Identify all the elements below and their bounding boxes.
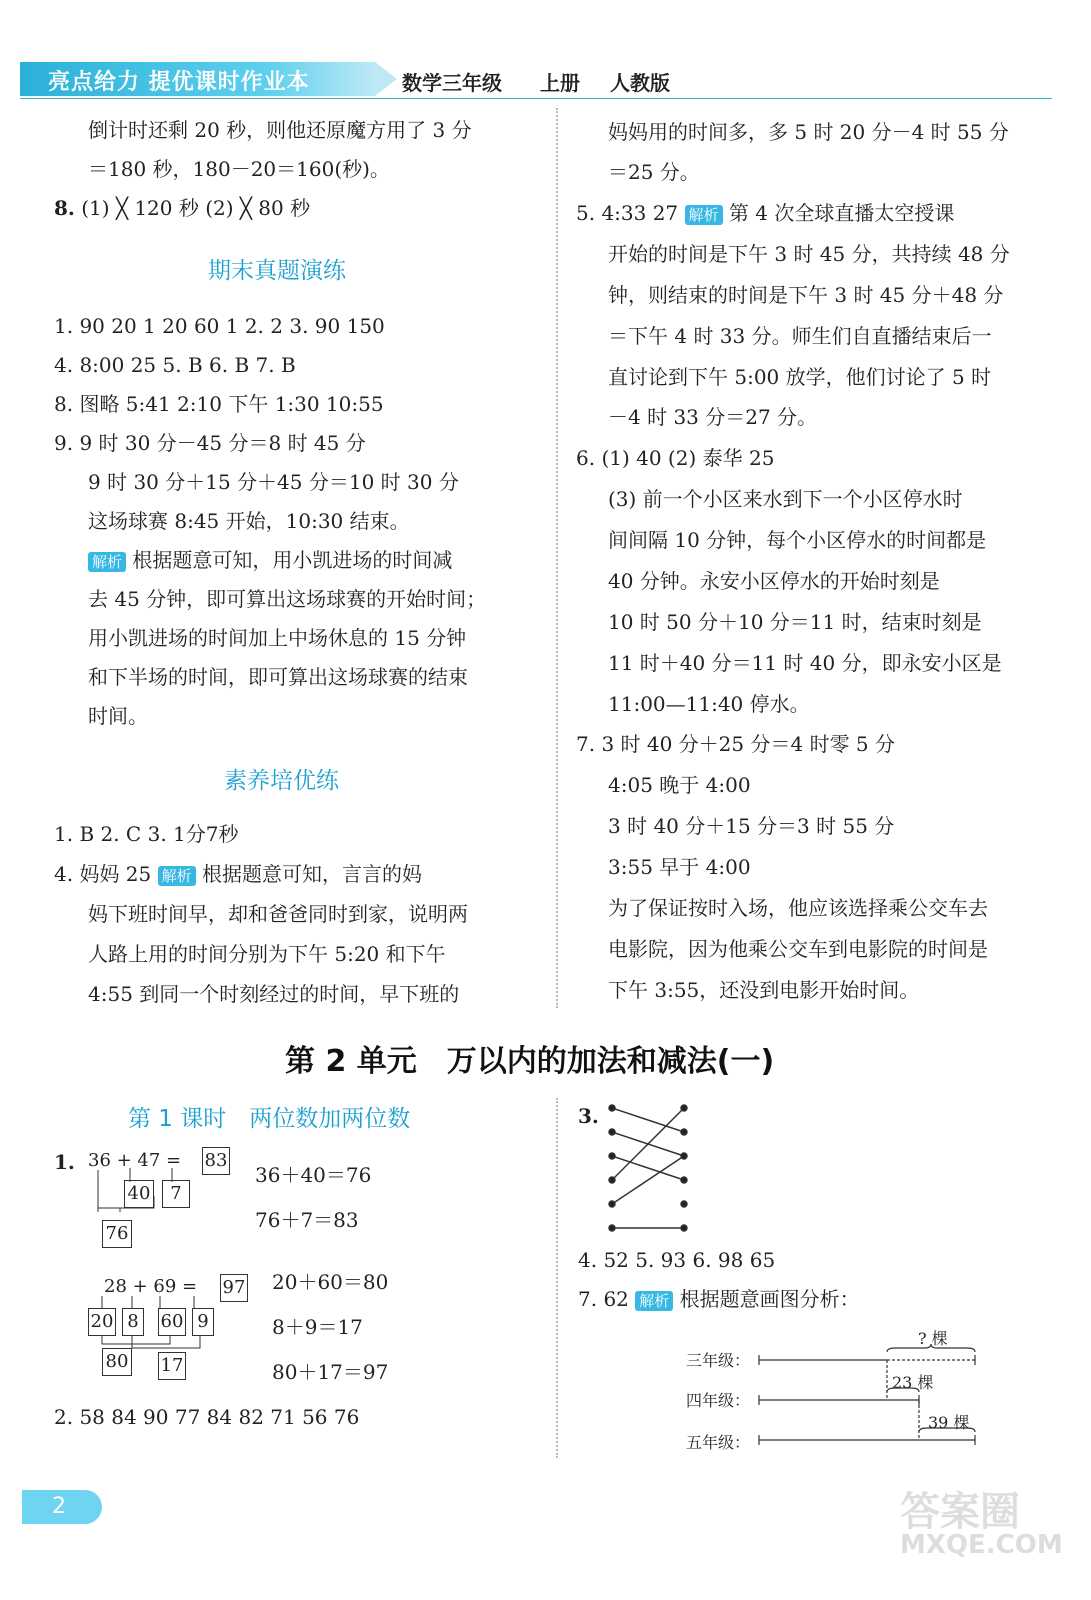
answer-line: 4. 妈妈 25 解析 根据题意可知，言言的妈 [54,862,422,886]
edition-label: 人教版 [610,71,670,95]
answer-line: 下午 3:55，还没到电影开始时间。 [608,978,920,1002]
answer-line: 妈妈用的时间多，多 5 时 20 分－4 时 55 分 [608,120,1009,144]
analysis-line: ＝下午 4 时 33 分。师生们自直播结束后一 [608,324,992,348]
page-number: 2 [52,1494,66,1519]
analysis-line: 妈下班时间早，却和爸爸同时到家，说明两 [88,902,468,926]
analysis-line: 去 45 分钟，即可算出这场球赛的开始时间； [88,587,487,611]
subject-label: 数学三年级 [402,71,502,95]
column-divider-bottom [556,1098,558,1458]
calc-line: 8＋9＝17 [272,1315,363,1339]
split-box: 20 [88,1308,116,1336]
answer-line: 倒计时还剩 20 秒，则他还原魔方用了 3 分 [88,118,472,142]
question-number: 1. [54,1150,75,1174]
watermark-url: MXQE.COM [900,1530,1063,1560]
equation: 36 + 47 = [88,1150,182,1171]
sum-box: 76 [102,1220,132,1248]
section-heading: 素养培优练 [224,768,339,794]
matching-lines [600,1100,700,1235]
volume-label: 上册 [540,71,580,95]
answer-line: 4. 52 5. 93 6. 98 65 [578,1248,776,1272]
analysis-line: 解析 根据题意可知，用小凯进场的时间减 [88,548,452,572]
answer-line: 间间隔 10 分钟，每个小区停水的时间都是 [608,528,987,552]
split-box: 9 [192,1308,214,1336]
analysis-tag: 解析 [635,1291,673,1311]
analysis-line: 和下半场的时间，即可算出这场球赛的结束 [88,665,468,689]
calc-line: 36＋40＝76 [255,1163,372,1187]
answer-line: ＝180 秒，180－20＝160(秒)。 [88,157,390,181]
analysis-line: 时间。 [88,704,148,728]
analysis-line: 钟，则结束的时间是下午 3 时 45 分＋48 分 [608,283,1004,307]
grade-label: 五年级： [686,1433,751,1452]
answer-line: 4:05 晚于 4:00 [608,773,751,797]
answer-line: 8. 图略 5:41 2:10 下午 1:30 10:55 [54,392,384,416]
answer-line: 6. (1) 40 (2) 泰华 25 [576,446,775,470]
lesson-title: 第 1 课时 两位数加两位数 [128,1106,411,1132]
answer-line: 2. 58 84 90 77 84 82 71 56 76 [54,1405,360,1429]
bar-diagram [755,1340,985,1450]
answer-line: ＝25 分。 [608,160,700,184]
analysis-tag: 解析 [88,552,126,572]
answer-box: 83 [202,1147,230,1175]
calc-line: 80＋17＝97 [272,1360,389,1384]
difference-label: 23 棵 [892,1373,934,1392]
split-box: 8 [122,1308,144,1336]
calc-line: 76＋7＝83 [255,1208,359,1232]
split-lines [90,1168,210,1228]
analysis-tag: 解析 [158,866,196,886]
answer-line: 这场球赛 8:45 开始，10:30 结束。 [88,509,410,533]
section-heading: 期末真题演练 [208,258,346,284]
answer-box: 97 [220,1274,248,1302]
answer-line: 11:00—11:40 停水。 [608,692,810,716]
column-divider-top [556,108,558,1008]
analysis-line: 4:55 到同一个时刻经过的时间，早下班的 [88,982,460,1006]
watermark-logo: 答案圈 [900,1489,1020,1535]
answer-line: 11 时＋40 分＝11 时 40 分，即永安小区是 [608,651,1002,675]
answer-line: 8. (1) ╳ 120 秒 (2) ╳ 80 秒 [54,196,311,220]
unit-title: 第 2 单元 万以内的加法和减法(一) [285,1044,775,1079]
book-title: 亮点给力 提优课时作业本 [48,70,310,95]
answer-line: 3 时 40 分＋15 分＝3 时 55 分 [608,814,895,838]
answer-line: 4. 8:00 25 5. B 6. B 7. B [54,353,296,377]
answer-line: 5. 4:33 27 解析 第 4 次全球直播太空授课 [576,201,955,225]
calc-line: 20＋60＝80 [272,1270,389,1294]
split-box: 60 [158,1308,186,1336]
split-box: 7 [162,1180,190,1208]
answer-line: 电影院，因为他乘公交车到电影院的时间是 [608,937,988,961]
sum-box: 80 [102,1348,132,1376]
answer-line: 40 分钟。永安小区停水的开始时刻是 [608,569,940,593]
analysis-line: －4 时 33 分＝27 分。 [608,405,818,429]
answer-line: 9 时 30 分＋15 分＋45 分＝10 时 30 分 [88,470,459,494]
unknown-label: ? 棵 [918,1329,948,1348]
grade-label: 四年级： [686,1391,751,1410]
answer-line: 为了保证按时入场，他应该选择乘公交车去 [608,896,988,920]
equation: 28 + 69 = [104,1276,198,1297]
split-box: 40 [124,1180,154,1208]
analysis-line: 人路上用的时间分别为下午 5:20 和下午 [88,942,446,966]
answer-line: 7. 62 解析 根据题意画图分析： [578,1287,860,1311]
page-number-badge [22,1490,102,1524]
answer-line: 9. 9 时 30 分－45 分＝8 时 45 分 [54,431,366,455]
answer-line: 7. 3 时 40 分＋25 分＝4 时零 5 分 [576,732,896,756]
answer-line: 1. B 2. C 3. 1分7秒 [54,822,239,846]
split-lines [90,1296,220,1356]
answer-line: 1. 90 20 1 20 60 1 2. 2 3. 90 150 [54,314,385,338]
answer-line: 3:55 早于 4:00 [608,855,751,879]
question-number: 3. [578,1104,599,1128]
header-rule [20,98,1052,99]
analysis-line: 开始的时间是下午 3 时 45 分，共持续 48 分 [608,242,1010,266]
sum-box: 17 [158,1352,186,1380]
grade-label: 三年级： [686,1351,751,1370]
answer-line: 10 时 50 分＋10 分＝11 时，结束时刻是 [608,610,982,634]
answer-line: (3) 前一个小区来水到下一个小区停水时 [608,487,963,511]
difference-label: 39 棵 [928,1413,970,1432]
analysis-line: 直讨论到下午 5:00 放学，他们讨论了 5 时 [608,365,992,389]
analysis-line: 用小凯进场的时间加上中场休息的 15 分钟 [88,626,467,650]
analysis-tag: 解析 [685,205,723,225]
